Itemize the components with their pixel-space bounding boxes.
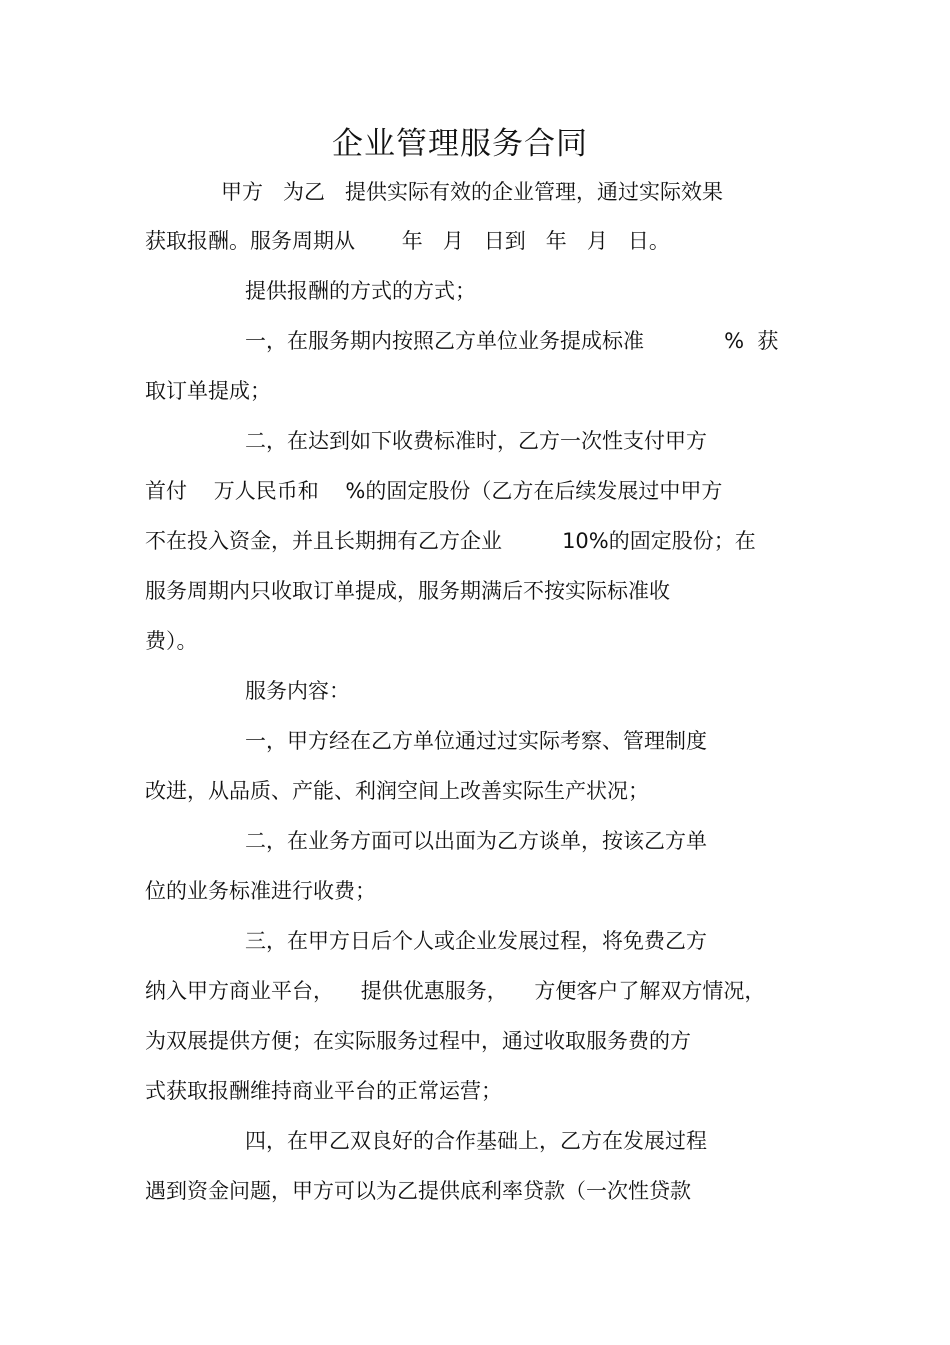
- text-line: 甲方 为乙 提供实际有效的企业管理，通过实际效果: [221, 180, 724, 204]
- text-line: 遇到资金问题，甲方可以为乙提供底利率贷款（一次性贷款: [145, 1179, 691, 1203]
- text-line: 一，甲方经在乙方单位通过过实际考察、管理制度: [245, 729, 707, 753]
- text-line: 为双展提供方便；在实际服务过程中，通过收取服务费的方: [145, 1029, 691, 1053]
- text-line: 不在投入资金，并且长期拥有乙方企业 10%的固定股份；在: [145, 529, 756, 553]
- text-line: 四，在甲乙双良好的合作基础上，乙方在发展过程: [245, 1129, 707, 1153]
- text-line: 二，在业务方面可以出面为乙方谈单，按该乙方单: [245, 829, 707, 853]
- text-line: 改进，从品质、产能、利润空间上改善实际生产状况；: [145, 779, 649, 803]
- text-line: 获取报酬。服务周期从 年 月 日到 年 月 日。: [145, 229, 670, 253]
- section-heading: 服务内容：: [245, 679, 350, 703]
- text-line: 取订单提成；: [145, 379, 271, 403]
- text-line: 一，在服务期内按照乙方单位业务提成标准 % 获: [245, 329, 779, 353]
- text-line: 三，在甲方日后个人或企业发展过程，将免费乙方: [245, 929, 707, 953]
- text-line: 首付 万人民币和 %的固定股份（乙方在后续发展过中甲方: [145, 479, 723, 503]
- text-line: 位的业务标准进行收费；: [145, 879, 376, 903]
- text-line: 二，在达到如下收费标准时，乙方一次性支付甲方: [245, 429, 707, 453]
- text-line: 纳入甲方商业平台， 提供优惠服务， 方便客户了解双方情况，: [145, 979, 766, 1003]
- text-line: 提供报酬的方式的方式；: [245, 279, 476, 303]
- document-title: 企业管理服务合同: [332, 126, 588, 162]
- text-line: 费）。: [145, 629, 198, 653]
- text-line: 式获取报酬维持商业平台的正常运营；: [145, 1079, 502, 1103]
- text-line: 服务周期内只收取订单提成，服务期满后不按实际标准收: [145, 579, 670, 603]
